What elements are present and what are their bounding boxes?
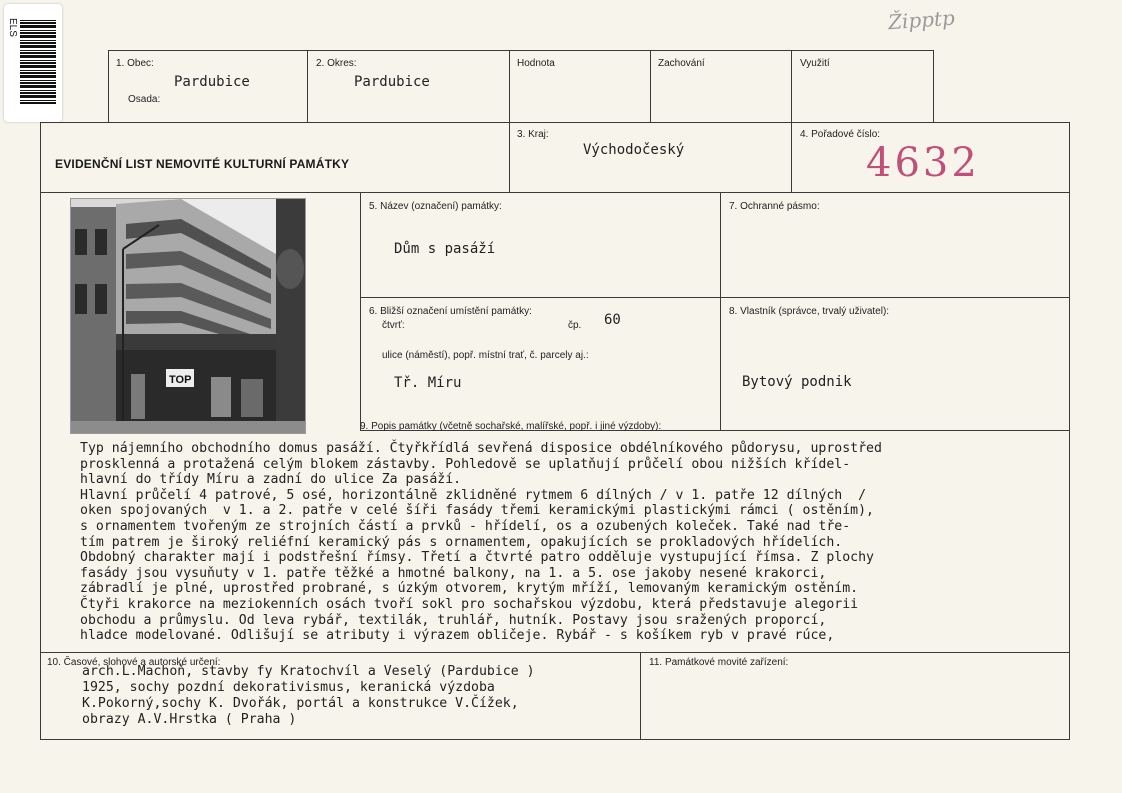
rule [933,50,934,122]
okres-value: Pardubice [354,74,430,90]
zachovani-label: Zachování [658,58,705,69]
rule [108,50,934,51]
rule [40,739,1070,740]
record-number: 4632 [866,140,980,186]
obec-value: Pardubice [174,74,250,90]
rule [509,50,510,192]
description-line: tím patrem je široký reliéfní keramický pás s ornamentem, opakujících se prokladových hřídelích. [80,534,843,550]
pencil-note: Žiррtр [887,5,956,35]
rule [1069,122,1070,740]
umisteni-label: 6. Bližší označení umístění památky: [369,306,532,317]
description-line: hladce modelované. Odlišují se atributy i výrazem obličeje. Rybář - s košíkem ryb v pravé rúce, [80,628,835,644]
vlastnik-value: Bytový podnik [742,374,852,390]
okres-label: 2. Okres: [316,58,357,69]
hodnota-label: Hodnota [517,58,555,69]
description-line: Obdobný charakter mají i podstřešní římsy. Třetí a čtvrté patro odděluje vystupující římsa. Z plochy [80,550,874,566]
rule [791,50,792,192]
rule [720,192,721,430]
vlastnik-label: 8. Vlastník (správce, trvalý uživatel): [729,306,890,317]
popis-label: 9. Popis památky (včetně sochařské, malířské, popř. i jiné výzdoby): [360,421,662,432]
form-title: EVIDENČNÍ LIST NEMOVITÉ KULTURNÍ PAMÁTKY [55,157,350,171]
rule [307,50,308,122]
rule [40,122,1070,123]
ulice-value: Tř. Míru [394,375,462,391]
description-line: s ornamentem tvořeným ze strojních částí a prvků - hřídelí, os a ozubených koleček. Také nad tře- [80,519,851,534]
dating-line: arch.L.Machoň, stavby fy Kratochvíl a Veselý (Pardubice ) [82,664,535,679]
description-line: zábradlí je plné, uprostřed probrané, s úzkým otvorem, krytým mříží, lemovaným keramickým ostěním. [80,581,859,597]
sticker-code: ELS [7,18,18,37]
dating-line: K.Pokorný,sochy K. Dvořák, portál a konstrukce V.Čížek, [82,696,519,711]
barcode-sticker [4,4,62,122]
dating-line: obrazy A.V.Hrstka ( Praha ) [82,712,297,727]
vyuziti-label: Využití [800,58,830,69]
rule [40,192,1070,193]
building-photo [70,198,306,434]
nazev-value: Dům s pasáží [394,241,496,257]
rule [40,652,1070,653]
casove-label: 10. Časové, slohové a autorské určení: [47,657,221,668]
description-line: Hlavní průčelí 4 patrové, 5 osé, horizontálně zklidněné rytmem 6 dílných / v 1. patře 12 dílných / [80,487,867,503]
description-line: Typ nájemního obchodního domus pasáží. Čtyřkřídlá sevřená disposice obdélníkového půdorysu, uprostřed [80,441,882,456]
poradove-label: 4. Pořadové číslo: [800,129,881,140]
rule [108,50,109,122]
shop-sign: TOP [169,374,192,386]
nazev-label: 5. Název (označení) památky: [369,201,502,212]
description-line: obchodu a průmyslu. Od leva rybář, textilák, truhlář, hutník. Postavy jsou sražených proporcí, [80,612,827,628]
rule [360,297,1070,298]
kraj-value: Východočeský [583,142,685,158]
description-line: fasády jsou vysuňuty v 1. patře těžké a hmotné balkony, na 1. a 5. ose jakoby nesené krakorci, [80,565,827,581]
description-line: Čtyři krakorce na meziokenních osách tvoří sokl pro sochařskou výzdobu, která představuje alegorii [80,597,859,612]
rule [40,122,41,740]
building-photo-image [71,199,305,433]
description-line: hlavní do třídy Míru a zadní do ulice Za pasáží. [80,472,462,488]
ulice-label: ulice (náměstí), popř. místní trať, č. parcely aj.: [382,350,589,361]
rule [360,192,361,430]
obec-label: 1. Obec: [116,58,154,69]
description-line: prosklenná a protažená celým blokem zástavby. Pohledově se uplatňují průčelí obou nižších křídel- [80,456,851,472]
rule [650,50,651,122]
kraj-label: 3. Kraj: [517,129,549,140]
dating-line: 1925, sochy pozdní dekorativismus, keranická výzdoba [82,680,495,695]
cp-label: čp. [568,320,582,331]
cp-value: 60 [604,312,621,328]
description-line: oken spojovaných v 1. a 2. patře v celé šíři fasády třemi keramickými plastickými rámci ( ostěním), [80,503,874,519]
pasmo-label: 7. Ochranné pásmo: [729,201,820,212]
barcode-icon [20,18,56,104]
osada-label: Osada: [128,94,161,105]
ctvrt-label: čtvrť: [382,320,405,331]
movite-label: 11. Památkové movité zařízení: [649,657,789,668]
